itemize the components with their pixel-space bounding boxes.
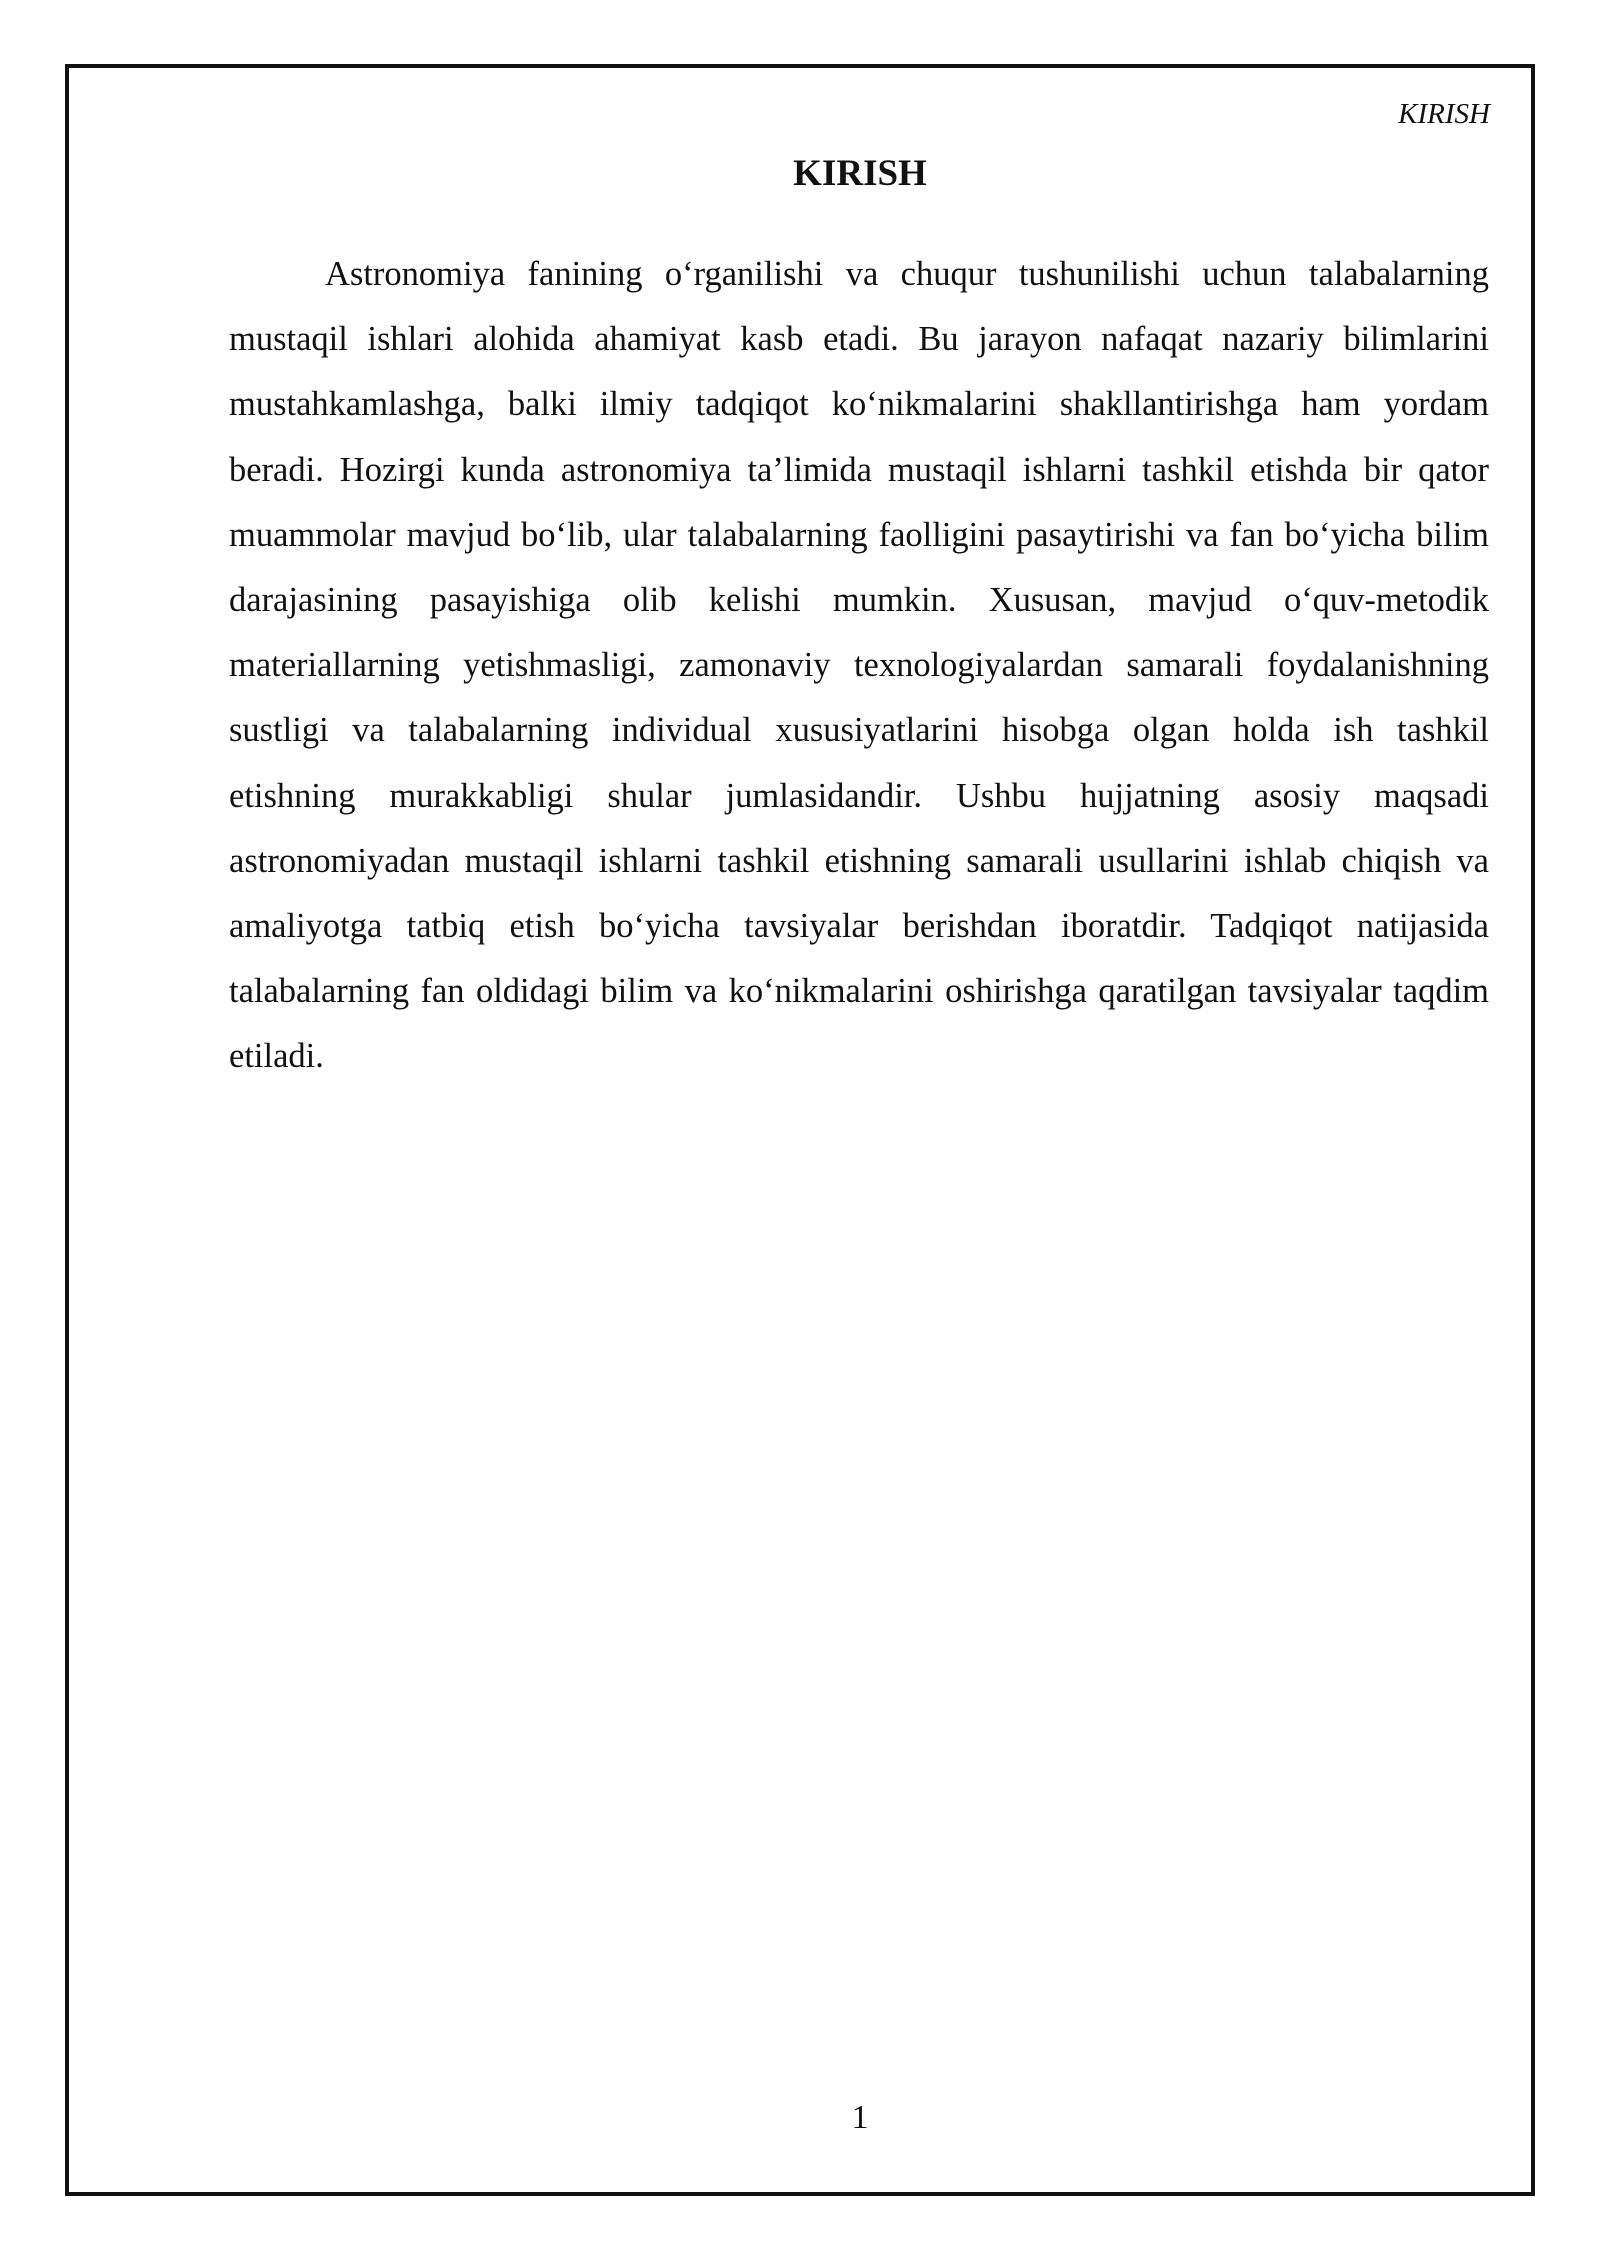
page-title: KIRISH	[793, 153, 927, 194]
page-number: 1	[851, 2099, 869, 2136]
body-paragraph: Astronomiya fanining o‘rganilishi va chuqur tushunilishi uchun talabalarning mustaqil ishlari alohida ahamiyat kasb etadi. Bu jarayon nafaqat nazariy bilimlarini mustahkamlashga, balki ilmiy tadqiqot ko‘nikmalarini shakllantirishga ham yordam beradi. Hozirgi kunda astronomiya ta’limida mustaqil ishlarni tashkil etishda bir qator muammolar mavjud bo‘lib, ular talabalarning faolligini pasaytirishi va fan bo‘yicha bilim darajasining pasayishiga olib kelishi mumkin. Xususan, mavjud o‘quv-metodik materiallarning yetishmasligi, zamonaviy texnologiyalardan samarali foydalanishning sustligi va talabalarning individual xususiyatlarini hisobga olgan holda ish tashkil etishning murakkabligi shular jumlasidandir. Ushbu hujjatning asosiy maqsadi astronomiyadan mustaqil ishlarni tashkil etishning samarali usullarini ishlab chiqish va amaliyotga tatbiq etish bo‘yicha tavsiyalar berishdan iboratdir. Tadqiqot natijasida talabalarning fan oldidagi bilim va ko‘nikmalarini oshirishga qaratilgan tavsiyalar taqdim etiladi.	[229, 255, 1489, 1076]
running-header: KIRISH	[1398, 98, 1490, 130]
